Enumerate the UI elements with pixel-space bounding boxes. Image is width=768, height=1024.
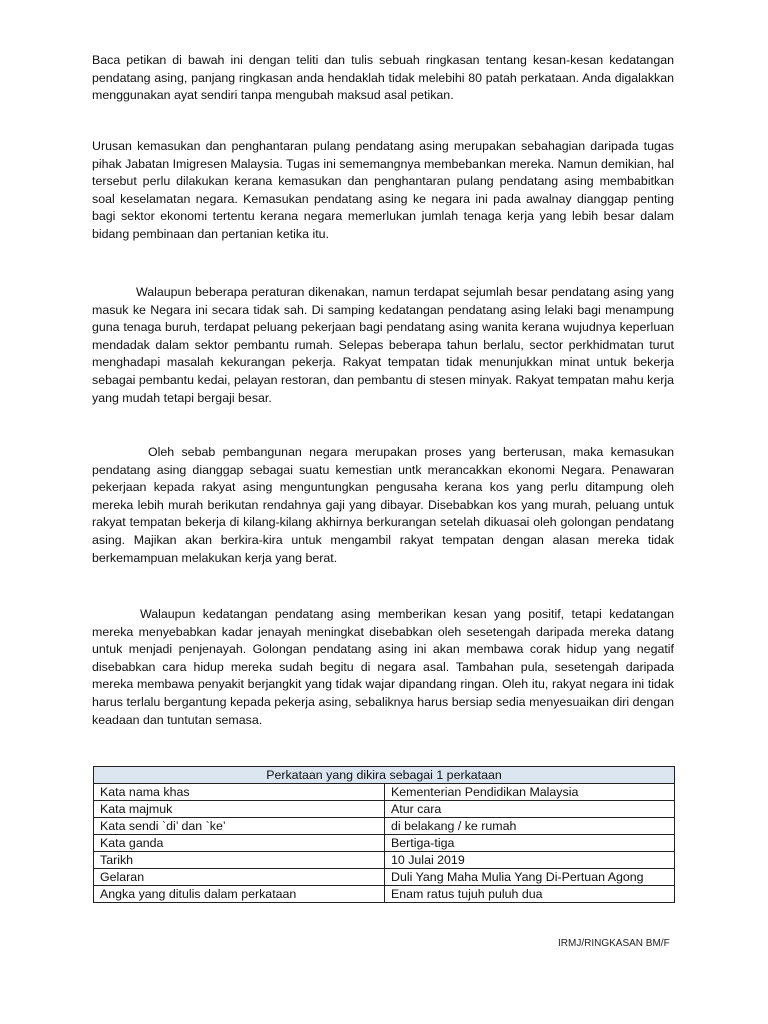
table-row bbox=[94, 801, 675, 818]
table-row bbox=[94, 835, 675, 852]
rule-example: Enam ratus tujuh puluh dua bbox=[385, 886, 675, 903]
rule-example: di belakang / ke rumah bbox=[385, 818, 675, 835]
instruction-text: Baca petikan di bawah ini dengan teliti dan tulis sebuah ringkasan tentang kesan-kesan kedatangan pendatang asing, panjang ringkasan anda hendaklah tidak melebihi 80 patah perkataan. Anda digalakkan menggunakan ayat sendiri tanpa mengubah maksud asal petikan. bbox=[92, 53, 674, 103]
passage-paragraph-1: Urusan kemasukan dan penghantaran pulang pendatang asing merupakan sebahagian daripada tugas pihak Jabatan Imigresen Malaysia. Tugas ini sememangnya membebankan mereka. Namun demikian, hal tersebut perlu dilakukan kerana kemasukan dan penghantaran pulang pendatang asing membabitkan soal keselamatan negara. Kemasukan pendatang asing ke negara ini pada awalnay dianggap penting bagi sektor ekonomi tertentu kerana negara memerlukan jumlah tenaga kerja yang lebih besar dalam bidang pembinaan dan pertanian ketika itu. bbox=[92, 139, 674, 241]
rule-label: Kata majmuk bbox=[94, 801, 385, 818]
rule-label: Tarikh bbox=[94, 852, 385, 869]
passage-paragraph-3: Oleh sebab pembangunan negara merupakan proses yang berterusan, maka kemasukan pendatang asing dianggap sebagai suatu kemestian untk merancakkan ekonomi Negara. Penawaran pekerjaan kepada rakyat asing menguntungkan pengusaha kerana kos yang perlu ditampung oleh mereka lebih murah berikutan rendahnya gaji yang dibayar. Disebabkan kos yang murah, peluang untuk rakyat tempatan bekerja di kilang-kilang akhirnya berkurangan setelah dikuasai oleh golongan pendatang asing. Majikan akan berkira-kira untuk mengambil rakyat tempatan dengan alasan mereka tidak berkemampuan melakukan kerja yang berat. bbox=[92, 445, 674, 565]
table-header: Perkataan yang dikira sebagai 1 perkataan bbox=[94, 767, 675, 784]
passage-paragraph-4: Walaupun kedatangan pendatang asing memberikan kesan yang positif, tetapi kedatangan mereka menyebabkan kadar jenayah meningkat disebabkan oleh sesetengah daripada mereka datang untuk menjadi penjenayah. Golongan pendatang asing ini akan membawa corak hidup yang negatif disebabkan cara hidup mereka sudah begitu di negara asal. Tambahan pula, sesetengah daripada mereka membawa penyakit berjangkit yang tidak wajar dipandang ringan. Oleh itu, rakyat negara ini tidak harus terlalu bergantung kepada pekerja asing, sebaliknya harus bersiap sedia menyesuaikan diri dengan keadaan dan tuntutan semasa. bbox=[92, 607, 674, 727]
rule-example: 10 Julai 2019 bbox=[385, 852, 675, 869]
table-row bbox=[94, 784, 675, 801]
rule-label: Kata ganda bbox=[94, 835, 385, 852]
table-row bbox=[94, 886, 675, 903]
table-header-row bbox=[94, 767, 675, 784]
table-row bbox=[94, 869, 675, 886]
rule-label: Kata nama khas bbox=[94, 784, 385, 801]
word-count-rules-table bbox=[93, 766, 675, 903]
rule-label: Gelaran bbox=[94, 869, 385, 886]
rule-example: Duli Yang Maha Mulia Yang Di-Pertuan Agong bbox=[385, 869, 675, 886]
table-row bbox=[94, 852, 675, 869]
rule-example: Bertiga-tiga bbox=[385, 835, 675, 852]
table-row bbox=[94, 818, 675, 835]
rule-label: Angka yang ditulis dalam perkataan bbox=[94, 886, 385, 903]
passage-paragraph-2: Walaupun beberapa peraturan dikenakan, namun terdapat sejumlah besar pendatang asing yang masuk ke Negara ini secara tidak sah. Di samping kedatangan pendatang asing lelaki bagi menampung guna tenaga buruh, terdapat peluang pekerjaan bagi pendatang asing wanita kerana wujudnya keperluan mendadak dalam sektor pembantu rumah. Selepas beberapa tahun berlalu, sector perkhidmatan turut menghadapi masalah kekurangan pekerja. Rakyat tempatan tidak menunjukkan minat untuk bekerja sebagai pembantu kedai, pelayan restoran, dan pembantu di stesen minyak. Rakyat tempatan mahu kerja yang mudah tetapi bergaji besar. bbox=[92, 285, 674, 405]
rule-example: Atur cara bbox=[385, 801, 675, 818]
rule-example: Kementerian Pendidikan Malaysia bbox=[385, 784, 675, 801]
rule-label: Kata sendi `di’ dan `ke’ bbox=[94, 818, 385, 835]
document-footer-code: IRMJ/RINGKASAN BM/F bbox=[558, 938, 670, 949]
